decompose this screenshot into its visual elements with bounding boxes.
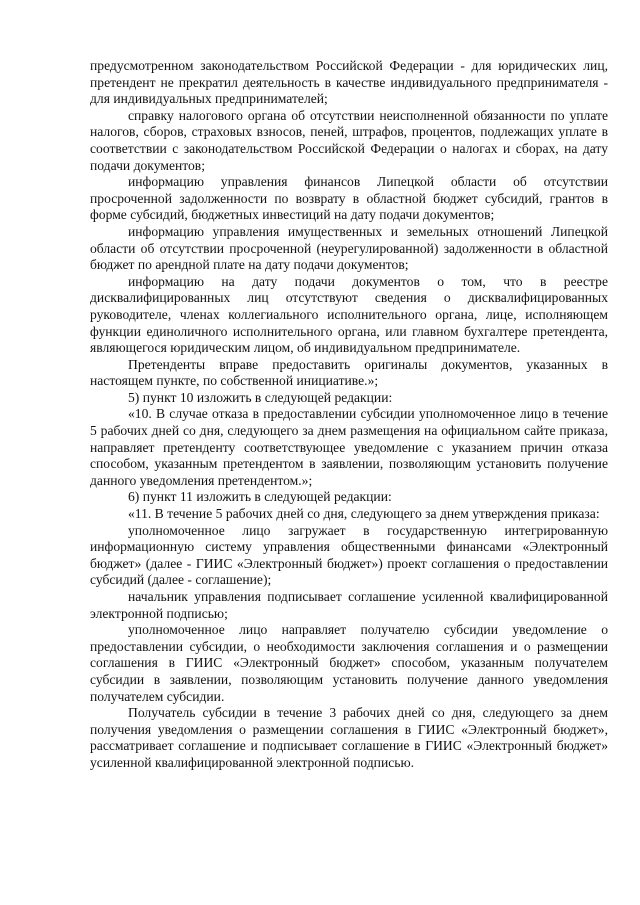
paragraph-clause-11: «11. В течение 5 рабочих дней со дня, следующего за днем утверждения приказа: — [128, 506, 600, 522]
paragraph-continuation: предусмотренном законодательством Российской Федерации - для юридических лиц, претендент не прекратил деятельность в качестве индивидуального предпринимателя - для индивидуальных предпринимателей; — [90, 58, 608, 107]
paragraph-originals: Претенденты вправе предоставить оригиналы документов, указанных в настоящем пункте, по собственной инициативе.»; — [90, 356, 608, 389]
paragraph-clause-10: «10. В случае отказа в предоставлении субсидии уполномоченное лицо в течение 5 рабочих дней со дня, следующего за днем размещения на официальном сайте приказа, направляет претенденту соответствующее уведомление с указанием причин отказа способом, указанным претендентом в заявлении, позволяющим установить получение данного уведомления претендентом.»; — [90, 406, 608, 488]
paragraph-upload-agreement: уполномоченное лицо загружает в государственную интегрированную информационную систему управления общественными финансами «Электронный бюджет» (далее - ГИИС «Электронный бюджет») проект соглашения о предоставлении субсидий (далее - соглашение); — [90, 522, 608, 588]
paragraph-tax-certificate: справку налогового органа об отсутствии неисполненной обязанности по уплате налогов, сборов, страховых взносов, пеней, штрафов, процентов, подлежащих уплате в соответствии с законодательством Российской Федерации о налогах и сборах, на дату подачи документов; — [90, 107, 608, 173]
paragraph-finance-info: информацию управления финансов Липецкой области об отсутствии просроченной задолженности по возврату в областной бюджет субсидий, грантов в форме субсидий, бюджетных инвестиций на дату подачи документов; — [90, 174, 608, 223]
paragraph-notification: уполномоченное лицо направляет получателю субсидии уведомление о предоставлении субсидии, о необходимости заключения соглашения и о размещении соглашения в ГИИС «Электронный бюджет» способом, указанным получателем субсидии в заявлении, позволяющим установить получение данного уведомления получателем субсидии. — [90, 622, 608, 704]
paragraph-item-5: 5) пункт 10 изложить в следующей редакции: — [128, 389, 393, 405]
paragraph-property-info: информацию управления имущественных и земельных отношений Липецкой области об отсутствии просроченной (неурегулированной) задолженности в областной бюджет по арендной плате на дату подачи документов; — [90, 223, 608, 273]
document-page — [90, 58, 608, 772]
paragraph-recipient-signs: Получатель субсидии в течение 3 рабочих дней со дня, следующего за днем получения уведомления о размещении соглашения в ГИИС «Электронный бюджет», рассматривает соглашение и подписывает соглашение в ГИИС «Электронный бюджет» усиленной квалифицированной электронной подписью. — [90, 705, 608, 770]
paragraph-disqualified-registry: информацию на дату подачи документов о том, что в реестре дисквалифицированных лиц отсутствуют сведения о дисквалифицированных руководителе, членах коллегиального исполнительного органа, лице, исполняющем функции единоличного исполнительного органа, или главном бухгалтере претендента, являющегося юридическим лицом, об индивидуальном предпринимателе. — [90, 273, 608, 356]
paragraph-item-6: 6) пункт 11 изложить в следующей редакции: — [128, 489, 392, 505]
paragraph-head-signs: начальник управления подписывает соглашение усиленной квалифицированной электронной подписью; — [90, 589, 608, 621]
